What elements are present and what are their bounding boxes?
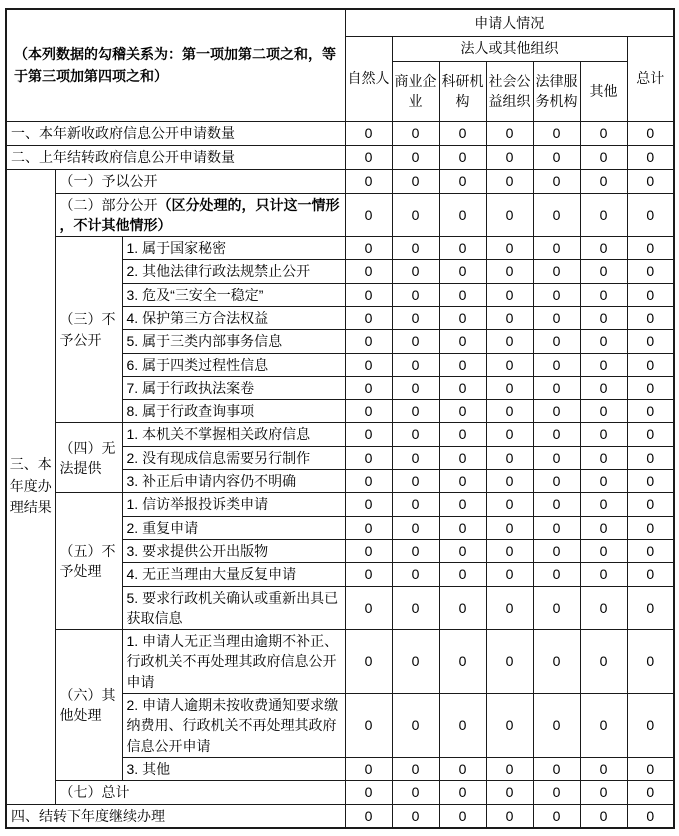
- value-cell: 0: [627, 493, 674, 516]
- value-cell: 0: [439, 330, 486, 353]
- value-cell: 0: [533, 804, 580, 828]
- value-cell: 0: [486, 400, 533, 423]
- value-cell: 0: [439, 630, 486, 694]
- value-cell: 0: [486, 260, 533, 283]
- value-cell: 0: [580, 121, 627, 145]
- value-cell: 0: [486, 145, 533, 169]
- value-cell: 0: [392, 516, 439, 539]
- value-cell: 0: [392, 121, 439, 145]
- value-cell: 0: [533, 376, 580, 399]
- value-cell: 0: [627, 353, 674, 376]
- value-cell: 0: [580, 193, 627, 237]
- value-cell: 0: [392, 423, 439, 446]
- value-cell: 0: [392, 376, 439, 399]
- value-cell: 0: [580, 563, 627, 586]
- value-cell: 0: [533, 169, 580, 193]
- value-cell: 0: [486, 804, 533, 828]
- row-label: 四、结转下年度继续办理: [6, 804, 345, 828]
- value-cell: 0: [345, 237, 392, 260]
- value-cell: 0: [392, 563, 439, 586]
- value-cell: 0: [580, 283, 627, 306]
- value-cell: 0: [486, 169, 533, 193]
- value-cell: 0: [580, 493, 627, 516]
- value-cell: 0: [439, 376, 486, 399]
- value-cell: 0: [439, 237, 486, 260]
- value-cell: 0: [439, 306, 486, 329]
- value-cell: 0: [345, 781, 392, 804]
- value-cell: 0: [533, 630, 580, 694]
- value-cell: 0: [486, 630, 533, 694]
- value-cell: 0: [486, 539, 533, 562]
- value-cell: 0: [345, 694, 392, 758]
- value-cell: 0: [439, 260, 486, 283]
- value-cell: 0: [392, 400, 439, 423]
- value-cell: 0: [439, 169, 486, 193]
- subsection-label: （五）不予处理: [55, 493, 122, 630]
- value-cell: 0: [533, 400, 580, 423]
- value-cell: 0: [533, 470, 580, 493]
- value-cell: 0: [486, 353, 533, 376]
- row-label: 6. 属于四类过程性信息: [122, 353, 345, 376]
- value-cell: 0: [392, 306, 439, 329]
- header-row-1: [6, 9, 674, 36]
- row-label: 3. 其他: [122, 757, 345, 780]
- value-cell: 0: [392, 694, 439, 758]
- value-cell: 0: [627, 376, 674, 399]
- value-cell: 0: [580, 781, 627, 804]
- value-cell: 0: [627, 400, 674, 423]
- value-cell: 0: [486, 470, 533, 493]
- row-label: 2. 没有现成信息需要另行制作: [122, 446, 345, 469]
- value-cell: 0: [345, 306, 392, 329]
- row-label: 4. 无正当理由大量反复申请: [122, 563, 345, 586]
- value-cell: 0: [580, 400, 627, 423]
- value-cell: 0: [580, 330, 627, 353]
- value-cell: 0: [533, 423, 580, 446]
- value-cell: 0: [439, 446, 486, 469]
- value-cell: 0: [580, 470, 627, 493]
- value-cell: 0: [439, 400, 486, 423]
- table-row: [6, 630, 674, 694]
- value-cell: 0: [627, 260, 674, 283]
- row-label: 二、上年结转政府信息公开申请数量: [6, 145, 345, 169]
- row-label: 1. 信访举报投诉类申请: [122, 493, 345, 516]
- value-cell: 0: [392, 586, 439, 630]
- row-label: （一）予以公开: [55, 169, 345, 193]
- value-cell: 0: [627, 446, 674, 469]
- value-cell: 0: [533, 757, 580, 780]
- value-cell: 0: [486, 330, 533, 353]
- row-label: 8. 属于行政查询事项: [122, 400, 345, 423]
- col-header-other: 其他: [580, 61, 627, 121]
- row-label: 5. 要求行政机关确认或重新出具已获取信息: [122, 586, 345, 630]
- value-cell: 0: [627, 470, 674, 493]
- value-cell: 0: [345, 283, 392, 306]
- value-cell: 0: [439, 563, 486, 586]
- value-cell: 0: [486, 376, 533, 399]
- value-cell: 0: [533, 493, 580, 516]
- col-header-applicant: 申请人情况: [345, 9, 674, 36]
- row-label: [55, 193, 345, 237]
- value-cell: 0: [627, 306, 674, 329]
- col-header-legal-org: 法人或其他组织: [392, 36, 627, 61]
- value-cell: 0: [439, 539, 486, 562]
- row-label: 1. 属于国家秘密: [122, 237, 345, 260]
- value-cell: 0: [533, 539, 580, 562]
- value-cell: 0: [486, 586, 533, 630]
- row-label: 1. 申请人无正当理由逾期不补正、行政机关不再处理其政府信息公开申请: [122, 630, 345, 694]
- value-cell: 0: [580, 423, 627, 446]
- subsection-label: （四）无法提供: [55, 423, 122, 493]
- value-cell: 0: [580, 757, 627, 780]
- value-cell: 0: [486, 237, 533, 260]
- table-row: [6, 804, 674, 828]
- value-cell: 0: [392, 630, 439, 694]
- value-cell: 0: [439, 516, 486, 539]
- value-cell: 0: [439, 121, 486, 145]
- value-cell: 0: [345, 193, 392, 237]
- value-cell: 0: [392, 283, 439, 306]
- value-cell: 0: [392, 330, 439, 353]
- value-cell: 0: [533, 516, 580, 539]
- row-label: （七）总计: [55, 781, 345, 804]
- value-cell: 0: [486, 516, 533, 539]
- value-cell: 0: [627, 283, 674, 306]
- value-cell: 0: [345, 260, 392, 283]
- value-cell: 0: [392, 493, 439, 516]
- value-cell: 0: [627, 563, 674, 586]
- table-row: [6, 423, 674, 446]
- value-cell: 0: [392, 446, 439, 469]
- value-cell: 0: [627, 630, 674, 694]
- value-cell: 0: [345, 353, 392, 376]
- value-cell: 0: [439, 694, 486, 758]
- col-header-business: 商业企业: [392, 61, 439, 121]
- value-cell: 0: [580, 586, 627, 630]
- value-cell: 0: [627, 781, 674, 804]
- value-cell: 0: [345, 630, 392, 694]
- value-cell: 0: [345, 516, 392, 539]
- value-cell: 0: [533, 563, 580, 586]
- value-cell: 0: [439, 757, 486, 780]
- value-cell: 0: [580, 145, 627, 169]
- row-label: 一、本年新收政府信息公开申请数量: [6, 121, 345, 145]
- row-label: 2. 重复申请: [122, 516, 345, 539]
- value-cell: 0: [627, 539, 674, 562]
- value-cell: 0: [439, 781, 486, 804]
- value-cell: 0: [580, 539, 627, 562]
- value-cell: 0: [533, 353, 580, 376]
- value-cell: 0: [345, 145, 392, 169]
- value-cell: 0: [345, 400, 392, 423]
- value-cell: 0: [486, 283, 533, 306]
- table-row: [6, 493, 674, 516]
- row-label-note: （区分处理的，只计这一情形，不计其他情形）: [59, 196, 340, 233]
- value-cell: 0: [627, 330, 674, 353]
- value-cell: 0: [439, 804, 486, 828]
- value-cell: 0: [580, 306, 627, 329]
- value-cell: 0: [486, 423, 533, 446]
- report-table: [5, 8, 675, 829]
- table-row: [6, 169, 674, 193]
- value-cell: 0: [345, 376, 392, 399]
- table-row: [6, 781, 674, 804]
- value-cell: 0: [392, 237, 439, 260]
- table-row: [6, 237, 674, 260]
- value-cell: 0: [439, 470, 486, 493]
- value-cell: 0: [486, 446, 533, 469]
- value-cell: 0: [486, 694, 533, 758]
- reconciliation-note: （本列数据的勾稽关系为：第一项加第二项之和，等于第三项加第四项之和）: [6, 9, 345, 121]
- value-cell: 0: [392, 804, 439, 828]
- value-cell: 0: [486, 306, 533, 329]
- value-cell: 0: [439, 493, 486, 516]
- value-cell: 0: [345, 586, 392, 630]
- value-cell: 0: [580, 516, 627, 539]
- value-cell: 0: [486, 493, 533, 516]
- value-cell: 0: [486, 193, 533, 237]
- value-cell: 0: [345, 121, 392, 145]
- value-cell: 0: [627, 757, 674, 780]
- value-cell: 0: [439, 423, 486, 446]
- value-cell: 0: [627, 586, 674, 630]
- value-cell: 0: [533, 260, 580, 283]
- row-label: 1. 本机关不掌握相关政府信息: [122, 423, 345, 446]
- value-cell: 0: [345, 330, 392, 353]
- row-label: 4. 保护第三方合法权益: [122, 306, 345, 329]
- value-cell: 0: [439, 353, 486, 376]
- value-cell: 0: [392, 353, 439, 376]
- col-header-total: 总计: [627, 36, 674, 121]
- value-cell: 0: [439, 586, 486, 630]
- value-cell: 0: [627, 694, 674, 758]
- value-cell: 0: [580, 694, 627, 758]
- table-row: [6, 121, 674, 145]
- value-cell: 0: [580, 630, 627, 694]
- col-header-natural-person: 自然人: [345, 36, 392, 121]
- subsection-label: （三）不予公开: [55, 237, 122, 423]
- value-cell: 0: [486, 757, 533, 780]
- section-label-results: 三、本年度办理结果: [6, 169, 55, 804]
- value-cell: 0: [627, 804, 674, 828]
- value-cell: 0: [345, 470, 392, 493]
- value-cell: 0: [486, 563, 533, 586]
- value-cell: 0: [392, 470, 439, 493]
- row-label: 3. 危及“三安全一稳定”: [122, 283, 345, 306]
- col-header-research: 科研机构: [439, 61, 486, 121]
- subsection-label: （六）其他处理: [55, 630, 122, 781]
- value-cell: 0: [580, 260, 627, 283]
- value-cell: 0: [486, 121, 533, 145]
- value-cell: 0: [439, 145, 486, 169]
- value-cell: 0: [627, 145, 674, 169]
- row-label: 2. 申请人逾期未按收费通知要求缴纳费用、行政机关不再处理其政府信息公开申请: [122, 694, 345, 758]
- value-cell: 0: [580, 169, 627, 193]
- value-cell: 0: [533, 193, 580, 237]
- row-label: 3. 补正后申请内容仍不明确: [122, 470, 345, 493]
- value-cell: 0: [533, 121, 580, 145]
- value-cell: 0: [345, 563, 392, 586]
- value-cell: 0: [345, 446, 392, 469]
- value-cell: 0: [580, 353, 627, 376]
- value-cell: 0: [627, 423, 674, 446]
- value-cell: 0: [439, 283, 486, 306]
- value-cell: 0: [486, 781, 533, 804]
- row-label: 2. 其他法律行政法规禁止公开: [122, 260, 345, 283]
- value-cell: 0: [345, 493, 392, 516]
- row-label: 3. 要求提供公开出版物: [122, 539, 345, 562]
- value-cell: 0: [345, 757, 392, 780]
- value-cell: 0: [345, 539, 392, 562]
- value-cell: 0: [533, 694, 580, 758]
- col-header-social-welfare: 社会公益组织: [486, 61, 533, 121]
- value-cell: 0: [392, 193, 439, 237]
- value-cell: 0: [627, 193, 674, 237]
- col-header-legal-service: 法律服务机构: [533, 61, 580, 121]
- value-cell: 0: [345, 423, 392, 446]
- row-label-text: （二）部分公开: [59, 196, 158, 213]
- value-cell: 0: [533, 145, 580, 169]
- value-cell: 0: [627, 516, 674, 539]
- value-cell: 0: [345, 804, 392, 828]
- value-cell: 0: [627, 169, 674, 193]
- table-row: [6, 145, 674, 169]
- row-label: 7. 属于行政执法案卷: [122, 376, 345, 399]
- value-cell: 0: [392, 169, 439, 193]
- table-row: [6, 193, 674, 237]
- value-cell: 0: [580, 376, 627, 399]
- value-cell: 0: [533, 781, 580, 804]
- value-cell: 0: [392, 145, 439, 169]
- value-cell: 0: [580, 237, 627, 260]
- value-cell: 0: [533, 306, 580, 329]
- value-cell: 0: [345, 169, 392, 193]
- value-cell: 0: [533, 237, 580, 260]
- value-cell: 0: [392, 757, 439, 780]
- value-cell: 0: [533, 330, 580, 353]
- value-cell: 0: [392, 539, 439, 562]
- value-cell: 0: [392, 260, 439, 283]
- value-cell: 0: [580, 446, 627, 469]
- value-cell: 0: [580, 804, 627, 828]
- value-cell: 0: [533, 283, 580, 306]
- value-cell: 0: [627, 237, 674, 260]
- value-cell: 0: [439, 193, 486, 237]
- value-cell: 0: [627, 121, 674, 145]
- value-cell: 0: [533, 586, 580, 630]
- value-cell: 0: [392, 781, 439, 804]
- value-cell: 0: [533, 446, 580, 469]
- row-label: 5. 属于三类内部事务信息: [122, 330, 345, 353]
